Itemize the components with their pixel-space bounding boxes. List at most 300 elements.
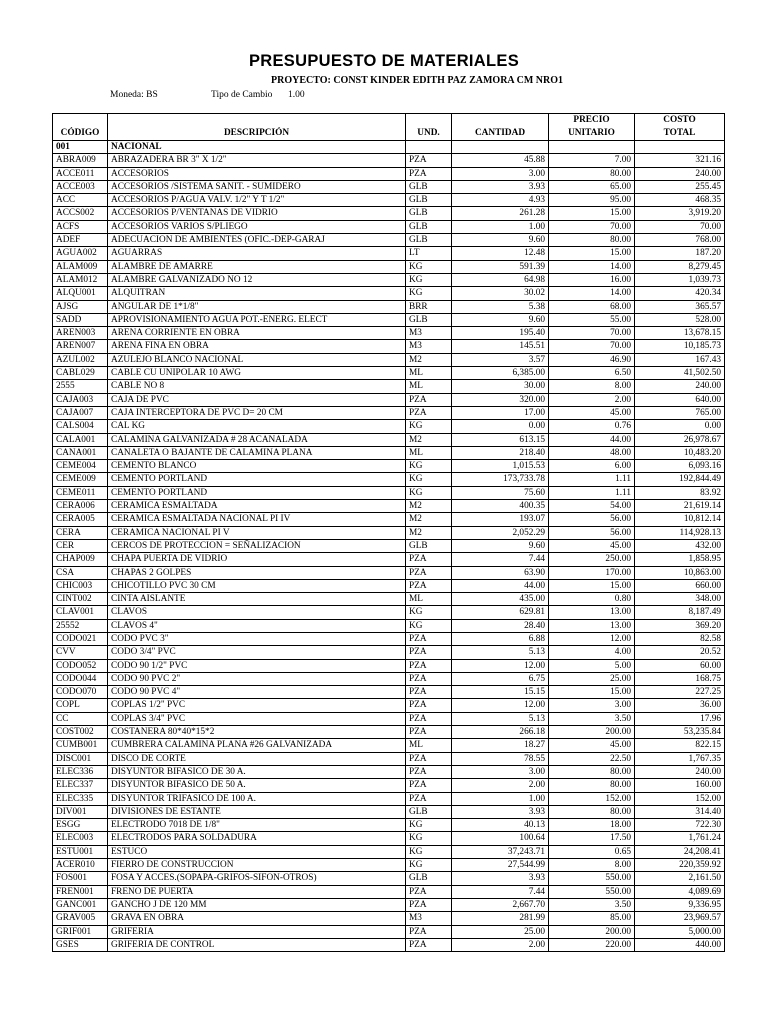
row-code: CEME009 <box>53 473 108 486</box>
table-row <box>53 393 725 406</box>
row-description: CALAMINA GALVANIZADA # 28 ACANALADA <box>108 433 406 446</box>
row-description: ARENA CORRIENTE EN OBRA <box>108 327 406 340</box>
row-unit: PZA <box>406 579 452 592</box>
row-total: 10,812.14 <box>635 513 725 526</box>
row-description: CAJA INTERCEPTORA DE PVC D= 20 CM <box>108 406 406 419</box>
row-total: 660.00 <box>635 579 725 592</box>
row-unit: KG <box>406 473 452 486</box>
row-description: CODO 90 1/2" PVC <box>108 659 406 672</box>
table-row <box>53 154 725 167</box>
row-unit: KG <box>406 287 452 300</box>
row-unit: GLB <box>406 207 452 220</box>
row-total: 1,039.73 <box>635 273 725 286</box>
row-unit: PZA <box>406 167 452 180</box>
table-row <box>53 805 725 818</box>
row-unit-price: 3.50 <box>549 712 635 725</box>
table-row <box>53 287 725 300</box>
row-total: 26,978.67 <box>635 433 725 446</box>
row-unit-price: 48.00 <box>549 446 635 459</box>
header-description: DESCRIPCIÓN <box>108 127 406 141</box>
row-code: CUMB001 <box>53 739 108 752</box>
row-unit: KG <box>406 260 452 273</box>
row-description: CODO 3/4" PVC <box>108 646 406 659</box>
row-quantity: 195.40 <box>452 327 549 340</box>
row-unit: M2 <box>406 433 452 446</box>
row-code: 25552 <box>53 619 108 632</box>
table-row <box>53 593 725 606</box>
row-quantity: 12.00 <box>452 699 549 712</box>
row-code: CANA001 <box>53 446 108 459</box>
row-code: CODO021 <box>53 632 108 645</box>
row-unit-price: 550.00 <box>549 885 635 898</box>
row-quantity: 17.00 <box>452 406 549 419</box>
row-code: ELEC003 <box>53 832 108 845</box>
row-description: ACCESORIOS /SISTEMA SANIT. - SUMIDERO <box>108 180 406 193</box>
currency-label: Moneda: BS <box>110 90 158 100</box>
row-code: AREN003 <box>53 327 108 340</box>
row-unit-price: 70.00 <box>549 340 635 353</box>
row-total: 21,619.14 <box>635 500 725 513</box>
row-unit-price: 17.50 <box>549 832 635 845</box>
row-total: 8,279.45 <box>635 260 725 273</box>
row-code: ACC <box>53 194 108 207</box>
row-description: CERCOS DE PROTECCION = SEÑALIZACION <box>108 539 406 552</box>
row-quantity: 44.00 <box>452 579 549 592</box>
row-unit: M2 <box>406 353 452 366</box>
row-unit-price: 14.00 <box>549 260 635 273</box>
row-unit: KG <box>406 273 452 286</box>
table-row <box>53 579 725 592</box>
row-unit-price: 80.00 <box>549 167 635 180</box>
row-total: 168.75 <box>635 672 725 685</box>
row-quantity: 12.48 <box>452 247 549 260</box>
row-unit-price: 15.00 <box>549 579 635 592</box>
row-description: CHICOTILLO PVC 30 CM <box>108 579 406 592</box>
row-unit-price: 80.00 <box>549 779 635 792</box>
table-row <box>53 925 725 938</box>
table-row <box>53 898 725 911</box>
row-total: 9,336.95 <box>635 898 725 911</box>
table-row <box>53 473 725 486</box>
row-quantity: 15.15 <box>452 686 549 699</box>
row-description: GRIFERIA DE CONTROL <box>108 938 406 951</box>
row-description: ACCESORIOS VARIOS S/PLIEGO <box>108 220 406 233</box>
row-unit-price: 13.00 <box>549 619 635 632</box>
row-quantity: 100.64 <box>452 832 549 845</box>
row-unit-price: 25.00 <box>549 672 635 685</box>
row-code: ELEC335 <box>53 792 108 805</box>
row-code: ACFS <box>53 220 108 233</box>
header-total: TOTAL <box>635 127 725 141</box>
table-row <box>53 819 725 832</box>
row-unit: GLB <box>406 234 452 247</box>
row-code: ALAM009 <box>53 260 108 273</box>
row-unit: PZA <box>406 898 452 911</box>
row-quantity: 1,015.53 <box>452 460 549 473</box>
table-row <box>53 513 725 526</box>
row-description: ALQUITRAN <box>108 287 406 300</box>
table-row <box>53 273 725 286</box>
table-row <box>53 659 725 672</box>
row-description: FRENO DE PUERTA <box>108 885 406 898</box>
row-description: DISYUNTOR TRIFASICO DE 100 A. <box>108 792 406 805</box>
table-row <box>53 686 725 699</box>
row-quantity: 9.60 <box>452 313 549 326</box>
row-description: CANALETA O BAJANTE DE CALAMINA PLANA <box>108 446 406 459</box>
header-unit: UND. <box>406 127 452 141</box>
row-code: AJSG <box>53 300 108 313</box>
row-code: ACCE003 <box>53 180 108 193</box>
row-quantity: 0.00 <box>452 420 549 433</box>
document-title: PRESUPUESTO DE MATERIALES <box>248 52 519 70</box>
row-unit: PZA <box>406 779 452 792</box>
row-unit-price: 45.00 <box>549 406 635 419</box>
row-total: 23,969.57 <box>635 912 725 925</box>
row-unit-price: 7.00 <box>549 154 635 167</box>
row-code: ACCE011 <box>53 167 108 180</box>
row-total: 53,235.84 <box>635 726 725 739</box>
row-total: 822.15 <box>635 739 725 752</box>
row-unit-price: 85.00 <box>549 912 635 925</box>
row-unit-price: 3.00 <box>549 699 635 712</box>
row-unit-price: 70.00 <box>549 220 635 233</box>
row-total: 160.00 <box>635 779 725 792</box>
row-description: CODO PVC 3" <box>108 632 406 645</box>
row-description: ANGULAR DE 1*1/8" <box>108 300 406 313</box>
table-row <box>53 859 725 872</box>
header-quantity: CANTIDAD <box>452 127 549 141</box>
row-unit-price: 14.00 <box>549 287 635 300</box>
row-description: CAL KG <box>108 420 406 433</box>
row-code: CODO044 <box>53 672 108 685</box>
table-row <box>53 486 725 499</box>
row-description: COPLAS 3/4" PVC <box>108 712 406 725</box>
group-name: NACIONAL <box>108 141 406 154</box>
row-code: CEME004 <box>53 460 108 473</box>
group-empty-cell <box>406 141 452 154</box>
row-description: GRIFERIA <box>108 925 406 938</box>
row-quantity: 3.57 <box>452 353 549 366</box>
row-quantity: 78.55 <box>452 752 549 765</box>
row-quantity: 2,052.29 <box>452 526 549 539</box>
row-unit-price: 0.76 <box>549 420 635 433</box>
row-unit: PZA <box>406 792 452 805</box>
row-code: CALA001 <box>53 433 108 446</box>
row-total: 440.00 <box>635 938 725 951</box>
row-unit: PZA <box>406 938 452 951</box>
group-empty-cell <box>549 141 635 154</box>
row-code: CVV <box>53 646 108 659</box>
row-total: 240.00 <box>635 380 725 393</box>
row-quantity: 3.93 <box>452 805 549 818</box>
row-unit: KG <box>406 859 452 872</box>
row-code: SADD <box>53 313 108 326</box>
table-row <box>53 885 725 898</box>
row-unit-price: 15.00 <box>549 207 635 220</box>
row-total: 5,000.00 <box>635 925 725 938</box>
header-quantity-spacer <box>452 114 549 128</box>
row-quantity: 6,385.00 <box>452 367 549 380</box>
row-total: 4,089.69 <box>635 885 725 898</box>
row-total: 1,761.24 <box>635 832 725 845</box>
header-unit-price-top: PRECIO <box>549 114 635 128</box>
row-code: FREN001 <box>53 885 108 898</box>
row-quantity: 40.13 <box>452 819 549 832</box>
row-code: AZUL002 <box>53 353 108 366</box>
row-unit-price: 2.00 <box>549 393 635 406</box>
row-total: 1,767.35 <box>635 752 725 765</box>
row-total: 722.30 <box>635 819 725 832</box>
row-unit-price: 22.50 <box>549 752 635 765</box>
row-code: CERA006 <box>53 500 108 513</box>
row-unit-price: 8.00 <box>549 380 635 393</box>
row-code: CODO052 <box>53 659 108 672</box>
row-code: ESGG <box>53 819 108 832</box>
row-unit: KG <box>406 460 452 473</box>
row-unit: M3 <box>406 912 452 925</box>
row-total: 528.00 <box>635 313 725 326</box>
row-quantity: 7.44 <box>452 885 549 898</box>
row-code: ACER010 <box>53 859 108 872</box>
row-unit-price: 15.00 <box>549 247 635 260</box>
row-code: GANC001 <box>53 898 108 911</box>
row-unit: BRR <box>406 300 452 313</box>
row-unit: KG <box>406 819 452 832</box>
table-row <box>53 260 725 273</box>
row-code: CERA005 <box>53 513 108 526</box>
row-total: 17.96 <box>635 712 725 725</box>
table-row <box>53 553 725 566</box>
row-code: CHIC003 <box>53 579 108 592</box>
table-row <box>53 194 725 207</box>
row-unit-price: 4.00 <box>549 646 635 659</box>
row-unit-price: 16.00 <box>549 273 635 286</box>
row-quantity: 2,667.70 <box>452 898 549 911</box>
row-quantity: 28.40 <box>452 619 549 632</box>
row-unit-price: 80.00 <box>549 805 635 818</box>
row-description: CODO 90 PVC 4" <box>108 686 406 699</box>
row-unit-price: 80.00 <box>549 234 635 247</box>
row-description: ABRAZADERA BR 3" X 1/2" <box>108 154 406 167</box>
row-total: 10,483.20 <box>635 446 725 459</box>
row-quantity: 400.35 <box>452 500 549 513</box>
row-description: CODO 90 PVC 2" <box>108 672 406 685</box>
row-code: ACCS002 <box>53 207 108 220</box>
row-quantity: 5.13 <box>452 646 549 659</box>
row-description: GRAVA EN OBRA <box>108 912 406 925</box>
row-unit: GLB <box>406 872 452 885</box>
table-row <box>53 353 725 366</box>
row-quantity: 435.00 <box>452 593 549 606</box>
group-empty-cell <box>635 141 725 154</box>
row-unit: ML <box>406 367 452 380</box>
row-code: ESTU001 <box>53 845 108 858</box>
row-description: ELECTRODOS PARA SOLDADURA <box>108 832 406 845</box>
group-row <box>53 141 725 154</box>
table-row <box>53 632 725 645</box>
table-row <box>53 566 725 579</box>
row-total: 187.20 <box>635 247 725 260</box>
row-description: COSTANERA 80*40*15*2 <box>108 726 406 739</box>
row-unit: PZA <box>406 154 452 167</box>
row-unit-price: 15.00 <box>549 686 635 699</box>
row-code: CAJA003 <box>53 393 108 406</box>
row-code: CER <box>53 539 108 552</box>
row-quantity: 4.93 <box>452 194 549 207</box>
row-unit: PZA <box>406 752 452 765</box>
row-unit: ML <box>406 446 452 459</box>
row-code: CABL029 <box>53 367 108 380</box>
table-row <box>53 380 725 393</box>
row-description: CHAPA PUERTA DE VIDRIO <box>108 553 406 566</box>
row-code: ALAM012 <box>53 273 108 286</box>
row-description: ACCESORIOS <box>108 167 406 180</box>
row-unit-price: 45.00 <box>549 739 635 752</box>
row-unit-price: 200.00 <box>549 925 635 938</box>
table-row <box>53 167 725 180</box>
row-description: CABLE NO 8 <box>108 380 406 393</box>
row-total: 365.57 <box>635 300 725 313</box>
row-unit: PZA <box>406 393 452 406</box>
table-row <box>53 367 725 380</box>
row-unit: KG <box>406 486 452 499</box>
table-header <box>53 114 725 141</box>
row-description: ACCESORIOS P/VENTANAS DE VIDRIO <box>108 207 406 220</box>
row-total: 2,161.50 <box>635 872 725 885</box>
table-row <box>53 180 725 193</box>
row-unit: PZA <box>406 553 452 566</box>
row-quantity: 25.00 <box>452 925 549 938</box>
header-description-spacer <box>108 114 406 128</box>
row-quantity: 145.51 <box>452 340 549 353</box>
row-unit-price: 0.80 <box>549 593 635 606</box>
row-unit: PZA <box>406 566 452 579</box>
row-description: CEMENTO PORTLAND <box>108 486 406 499</box>
row-quantity: 18.27 <box>452 739 549 752</box>
row-quantity: 218.40 <box>452 446 549 459</box>
row-total: 640.00 <box>635 393 725 406</box>
row-unit: GLB <box>406 180 452 193</box>
row-unit: PZA <box>406 632 452 645</box>
row-code: CERA <box>53 526 108 539</box>
row-quantity: 3.00 <box>452 765 549 778</box>
table-row <box>53 752 725 765</box>
group-empty-cell <box>452 141 549 154</box>
row-code: GSES <box>53 938 108 951</box>
row-quantity: 5.38 <box>452 300 549 313</box>
row-unit-price: 200.00 <box>549 726 635 739</box>
row-description: ARENA FINA EN OBRA <box>108 340 406 353</box>
table-body <box>53 141 725 952</box>
table-row <box>53 247 725 260</box>
row-unit-price: 68.00 <box>549 300 635 313</box>
table-row <box>53 313 725 326</box>
row-quantity: 3.93 <box>452 180 549 193</box>
row-unit-price: 56.00 <box>549 526 635 539</box>
row-unit-price: 12.00 <box>549 632 635 645</box>
row-total: 60.00 <box>635 659 725 672</box>
row-code: CEME011 <box>53 486 108 499</box>
table-row <box>53 300 725 313</box>
materials-table <box>52 113 725 952</box>
table-row <box>53 539 725 552</box>
row-quantity: 629.81 <box>452 606 549 619</box>
row-description: DISYUNTOR BIFASICO DE 30 A. <box>108 765 406 778</box>
header-code-spacer <box>53 114 108 128</box>
row-quantity: 9.60 <box>452 539 549 552</box>
row-description: ALAMBRE DE AMARRE <box>108 260 406 273</box>
row-unit: M2 <box>406 500 452 513</box>
row-unit-price: 5.00 <box>549 659 635 672</box>
row-unit-price: 18.00 <box>549 819 635 832</box>
row-unit: GLB <box>406 805 452 818</box>
header-total-top: COSTO <box>635 114 725 128</box>
row-unit: PZA <box>406 765 452 778</box>
row-code: ALQU001 <box>53 287 108 300</box>
row-unit: ML <box>406 739 452 752</box>
row-total: 83.92 <box>635 486 725 499</box>
table-row <box>53 832 725 845</box>
row-quantity: 27,544.99 <box>452 859 549 872</box>
row-code: CC <box>53 712 108 725</box>
row-unit-price: 44.00 <box>549 433 635 446</box>
table-row <box>53 446 725 459</box>
row-description: COPLAS 1/2" PVC <box>108 699 406 712</box>
exchange-rate-label: Tipo de Cambio <box>211 90 273 100</box>
row-unit-price: 55.00 <box>549 313 635 326</box>
row-unit-price: 1.11 <box>549 473 635 486</box>
row-description: AGUARRAS <box>108 247 406 260</box>
table-row <box>53 207 725 220</box>
row-unit: KG <box>406 420 452 433</box>
row-unit-price: 8.00 <box>549 859 635 872</box>
row-quantity: 173,733.78 <box>452 473 549 486</box>
table-row <box>53 619 725 632</box>
row-code: 2555 <box>53 380 108 393</box>
row-code: ELEC337 <box>53 779 108 792</box>
row-unit-price: 45.00 <box>549 539 635 552</box>
table-row <box>53 726 725 739</box>
row-description: CERAMICA NACIONAL PI V <box>108 526 406 539</box>
row-description: CAJA DE PVC <box>108 393 406 406</box>
table-row <box>53 406 725 419</box>
row-code: CHAP009 <box>53 553 108 566</box>
row-unit-price: 6.00 <box>549 460 635 473</box>
row-quantity: 3.93 <box>452 872 549 885</box>
row-quantity: 7.44 <box>452 553 549 566</box>
row-unit: PZA <box>406 686 452 699</box>
row-total: 348.00 <box>635 593 725 606</box>
table-row <box>53 234 725 247</box>
row-description: CEMENTO PORTLAND <box>108 473 406 486</box>
row-description: CLAVOS 4" <box>108 619 406 632</box>
row-total: 369.20 <box>635 619 725 632</box>
row-total: 768.00 <box>635 234 725 247</box>
row-total: 1,858.95 <box>635 553 725 566</box>
row-quantity: 261.28 <box>452 207 549 220</box>
group-code: 001 <box>53 141 108 154</box>
table-row <box>53 420 725 433</box>
row-total: 240.00 <box>635 765 725 778</box>
row-unit-price: 550.00 <box>549 872 635 885</box>
row-description: FIERRO DE CONSTRUCCION <box>108 859 406 872</box>
row-total: 13,678.15 <box>635 327 725 340</box>
row-quantity: 2.00 <box>452 938 549 951</box>
table-row <box>53 340 725 353</box>
row-total: 41,502.50 <box>635 367 725 380</box>
row-description: ELECTRODO 7018 DE 1/8" <box>108 819 406 832</box>
row-description: CHAPAS 2 GOLPES <box>108 566 406 579</box>
